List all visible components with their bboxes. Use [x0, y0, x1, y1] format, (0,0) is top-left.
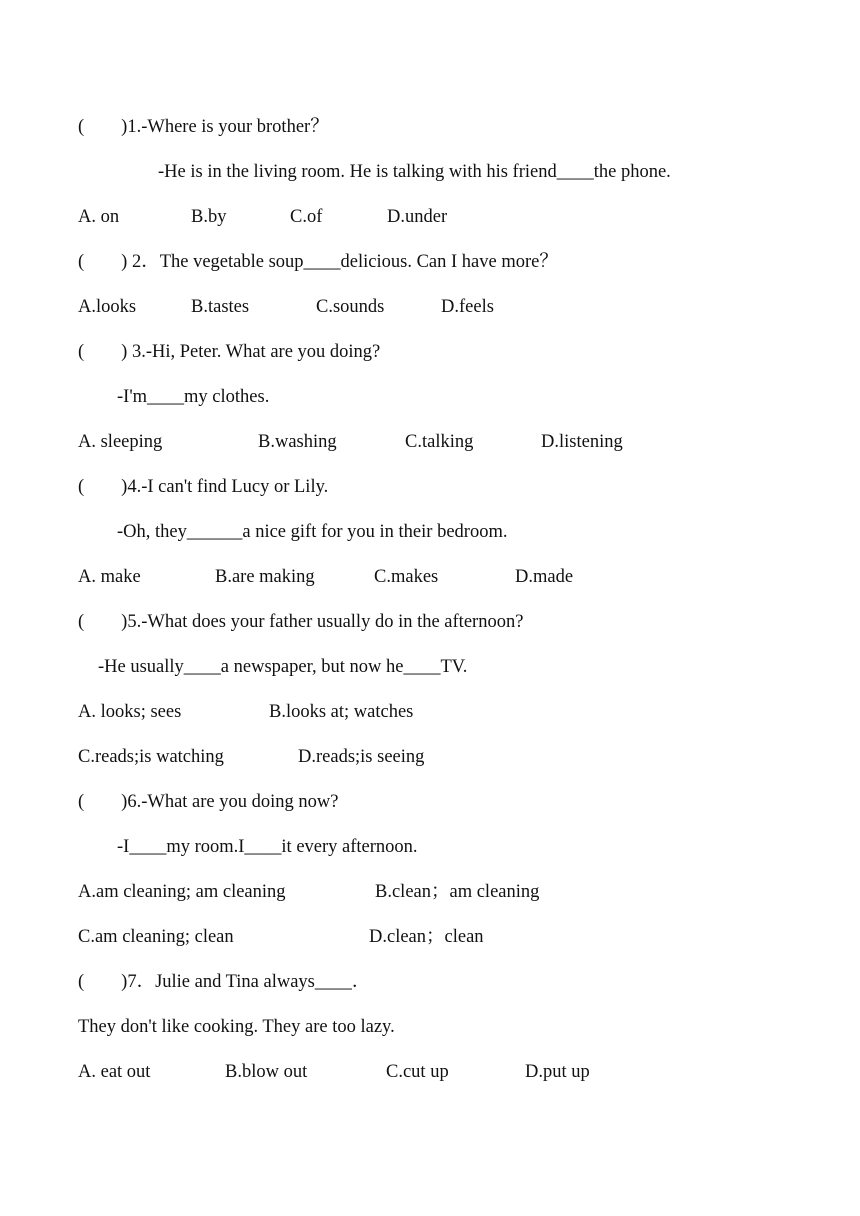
option-a: A. make: [78, 567, 141, 587]
option-d: D.made: [515, 567, 574, 587]
option-a: A. on: [78, 207, 120, 227]
option-d: D.clean；clean: [369, 927, 484, 947]
question-line: They don't like cooking. They are too lazy.: [78, 1017, 395, 1037]
option-b: B.blow out: [225, 1062, 308, 1082]
option-b: B.tastes: [191, 297, 250, 317]
option-a: A. eat out: [78, 1062, 151, 1082]
question-stem: ( )4.-I can't find Lucy or Lily.: [78, 477, 329, 497]
option-c: C.of: [290, 207, 323, 227]
question-line: -He is in the living room. He is talking with his friend____the phone.: [158, 162, 671, 182]
option-c: C.cut up: [386, 1062, 449, 1082]
question-line: -Oh, they______a nice gift for you in their bedroom.: [117, 522, 508, 542]
question-stem: ( )7．Julie and Tina always____．: [78, 972, 371, 992]
option-d: D.reads;is seeing: [298, 747, 425, 767]
option-c: C.talking: [405, 432, 474, 452]
question-stem: ( )5.-What does your father usually do in the afternoon?: [78, 612, 524, 632]
option-a: A. sleeping: [78, 432, 163, 452]
option-b: B.are making: [215, 567, 315, 587]
question-stem: ( ) 2．The vegetable soup____delicious. Can I have more？: [78, 252, 558, 272]
question-stem: ( )6.-What are you doing now?: [78, 792, 339, 812]
option-c: C.reads;is watching: [78, 747, 224, 767]
option-c: C.makes: [374, 567, 439, 587]
option-d: D.listening: [541, 432, 623, 452]
question-stem: ( )1.-Where is your brother？: [78, 117, 329, 137]
option-d: D.feels: [441, 297, 494, 317]
question-stem: ( ) 3.-Hi, Peter. What are you doing?: [78, 342, 381, 362]
option-b: B.washing: [258, 432, 337, 452]
option-b: B.clean；am cleaning: [375, 882, 540, 902]
option-d: D.put up: [525, 1062, 590, 1082]
option-a: A.looks: [78, 297, 137, 317]
option-b: B.looks at; watches: [269, 702, 414, 722]
option-c: C.sounds: [316, 297, 385, 317]
option-d: D.under: [387, 207, 448, 227]
option-b: B.by: [191, 207, 227, 227]
question-line: -I____my room.I____it every afternoon.: [117, 837, 418, 857]
option-c: C.am cleaning; clean: [78, 927, 234, 947]
option-a: A. looks; sees: [78, 702, 182, 722]
option-a: A.am cleaning; am cleaning: [78, 882, 286, 902]
question-line: -He usually____a newspaper, but now he____TV.: [98, 657, 468, 677]
question-line: -I'm____my clothes.: [117, 387, 270, 407]
